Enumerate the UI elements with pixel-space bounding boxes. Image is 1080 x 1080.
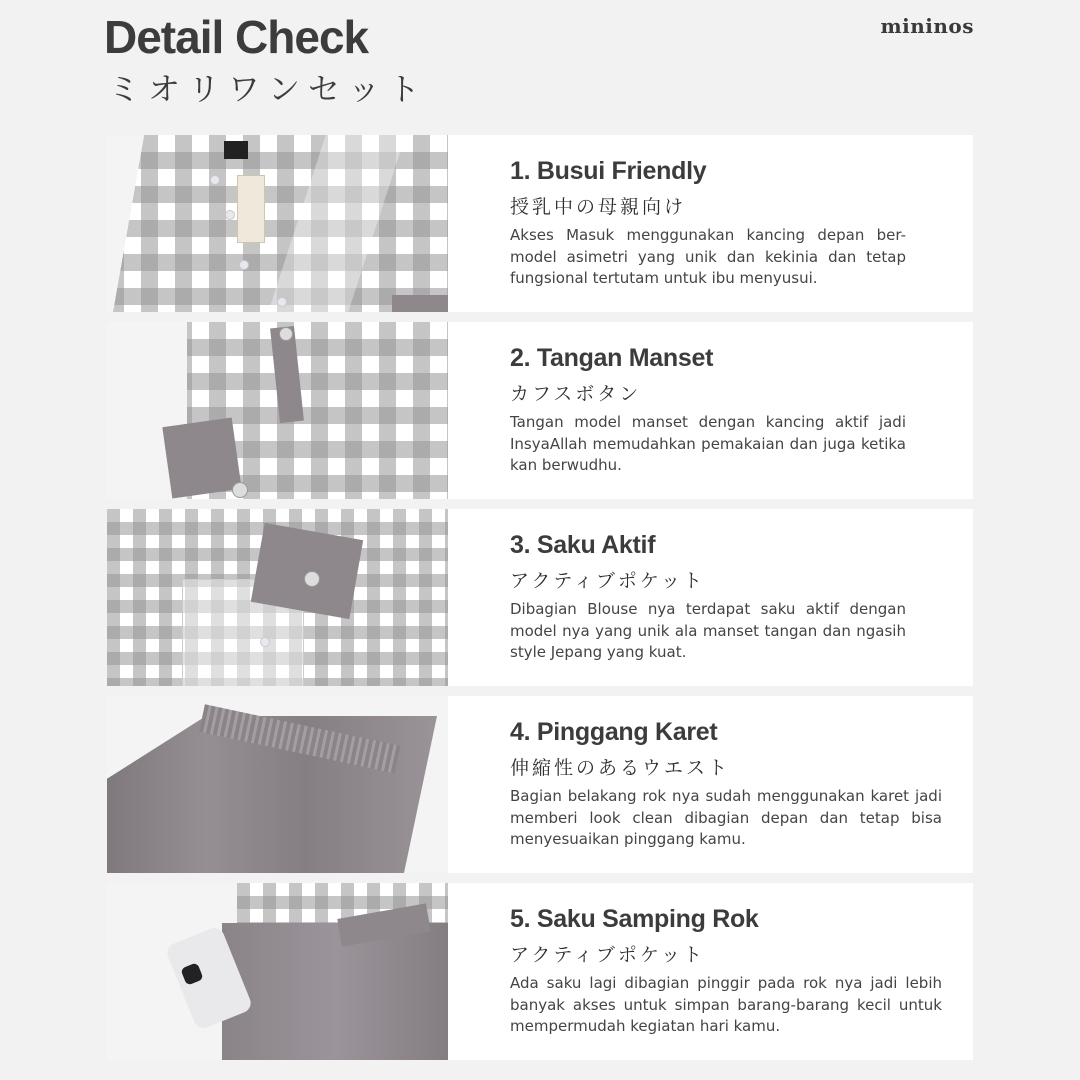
hang-tag [237,175,265,243]
detail-card-5 [448,883,973,1060]
item-description: Tangan model manset dengan kancing aktif jadi InsyaAllah memudahkan pemakaian dan juga ketika kan berwudhu. [510,413,906,474]
sleeve-cuff-photo [107,322,448,499]
item-title: 4. Pinggang Karet [510,718,718,746]
sleeve-cuff [162,417,241,498]
detail-item-1 [107,135,973,312]
detail-item-2 [107,322,973,499]
detail-card-4 [448,696,973,873]
blouse-pocket-photo [107,509,448,686]
detail-card-1 [448,135,973,312]
item-description: Dibagian Blouse nya terdapat saku aktif dengan model nya yang unik ala manset tangan dan ngasih style Jepang yang kuat. [510,600,906,661]
skirt-side-pocket-photo [107,883,448,1060]
item-title-japanese: カフスボタン [510,383,642,405]
page-subtitle-japanese: ミオリワンセット [108,70,429,108]
pocket-button-icon [304,571,320,587]
detail-list [107,135,973,1070]
brand-label-tag [224,141,248,159]
item-description: Bagian belakang rok nya sudah menggunakan karet jadi memberi look clean dibagian depan dan tetap bisa menyesuaikan pinggang kamu. [510,787,942,848]
skirt-fabric [222,923,448,1060]
pocket-flap [251,523,363,619]
gingham-blouse-front-photo [107,135,448,312]
item-title: 1. Busui Friendly [510,157,707,185]
detail-item-5 [107,883,973,1060]
elastic-waist-skirt-photo [107,696,448,873]
item-title: 2. Tangan Manset [510,344,714,372]
page-title: Detail Check [104,11,369,63]
detail-item-3 [107,509,973,686]
item-title: 5. Saku Samping Rok [510,905,759,933]
detail-card-2 [448,322,973,499]
item-title-japanese: アクティブポケット [510,944,705,966]
detail-item-4 [107,696,973,873]
brand-logo: mininos [880,14,974,38]
item-title: 3. Saku Aktif [510,531,656,559]
item-description: Akses Masuk menggunakan kancing depan ber-model asimetri yang unik dan kekinia dan tetap fungsional tertutam untuk ibu menyusui. [510,226,906,287]
detail-card-3 [448,509,973,686]
item-title-japanese: アクティブポケット [510,570,705,592]
item-description: Ada saku lagi dibagian pinggir pada rok nya jadi lebih banyak akses untuk simpan barang-barang kecil untuk mempermudah kegiatan hari kamu. [510,974,942,1035]
item-title-japanese: 伸縮性のあるウエスト [510,757,731,779]
item-title-japanese: 授乳中の母親向け [510,196,687,218]
